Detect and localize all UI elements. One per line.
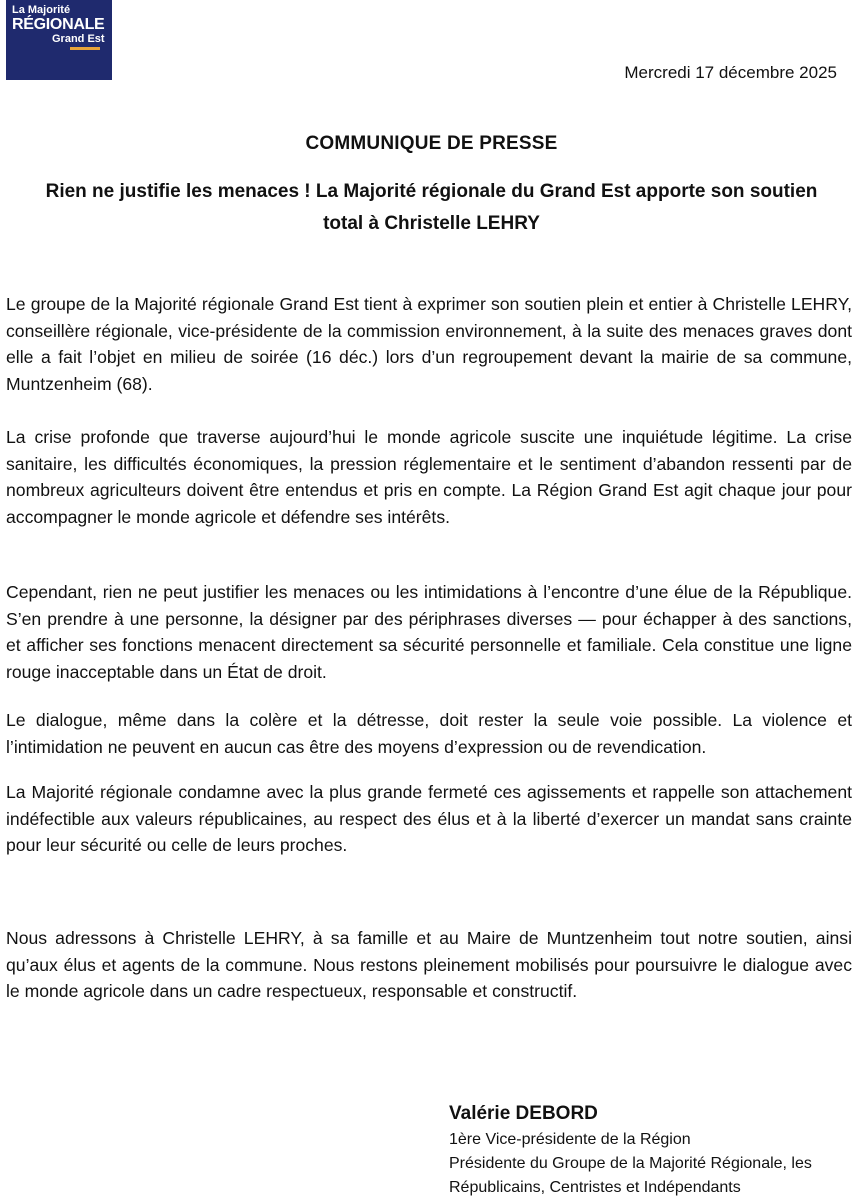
logo-line-1: La Majorité <box>12 4 71 16</box>
logo-line-2: RÉGIONALE <box>12 16 105 33</box>
logo-accent-bar <box>70 47 100 50</box>
paragraph-4: Le dialogue, même dans la colère et la détresse, doit rester la seule voie possible. La violence et l’intimidation ne peuvent en aucun cas être des moyens d’expression ou de revendication. <box>6 710 852 757</box>
paragraph-5: La Majorité régionale condamne avec la plus grande fermeté ces agissements et rappelle son attachement indéfectible aux valeurs républicaines, au respect des élus et à la liberté d’exercer un mandat sans crainte pour leur sécurité ou celle de leurs proches. <box>6 782 852 856</box>
signatory-role-1: 1ère Vice-présidente de la Région <box>449 1131 691 1148</box>
document-date: Mercredi 17 décembre 2025 <box>624 63 837 82</box>
paragraph-6: Nous adressons à Christelle LEHRY, à sa famille et au Maire de Muntzenheim tout notre soutien, ainsi qu’aux élus et agents de la commune. Nous restons pleinement mobilisés pour poursuivre le dialogue avec le monde agricole dans un cadre respectueux, responsable et constructif. <box>6 928 852 1002</box>
paragraph-1: Le groupe de la Majorité régionale Grand Est tient à exprimer son soutien plein et entier à Christelle LEHRY, conseillère régionale, vice-présidente de la commission environnement, à la suite des menaces graves dont elle a fait l’objet en milieu de soirée (16 déc.) lors d’un regroupement devant la mairie de sa commune, Muntzenheim (68). <box>6 294 852 394</box>
document-subtitle: Rien ne justifie les menaces ! La Majorité régionale du Grand Est apporte son soutien total à Christelle LEHRY <box>45 181 818 234</box>
paragraph-2: La crise profonde que traverse aujourd’hui le monde agricole suscite une inquiétude légitime. La crise sanitaire, les difficultés économiques, la pression réglementaire et le sentiment d’abandon ressenti par de nombreux agriculteurs doivent être entendus et pris en compte. La Région Grand Est agit chaque jour pour accompagner le monde agricole et défendre ses intérêts. <box>6 427 852 527</box>
paragraph-3: Cependant, rien ne peut justifier les menaces ou les intimidations à l’encontre d’une élue de la République. S’en prendre à une personne, la désigner par des périphrases diverses — pour échapper à des sanctions, et afficher ses fonctions menacent directement sa sécurité personnelle et familiale. Cela constitue une ligne rouge inacceptable dans un État de droit. <box>6 582 852 682</box>
signatory-role-2: Présidente du Groupe de la Majorité Régionale, les <box>449 1155 812 1172</box>
signature-block <box>449 1100 859 1200</box>
document-title: COMMUNIQUE DE PRESSE <box>305 133 558 154</box>
party-logo <box>6 0 112 80</box>
signatory-role-3: Républicains, Centristes et Indépendants <box>449 1179 741 1196</box>
logo-line-3: Grand Est <box>52 33 105 45</box>
signatory-name: Valérie DEBORD <box>449 1103 598 1124</box>
